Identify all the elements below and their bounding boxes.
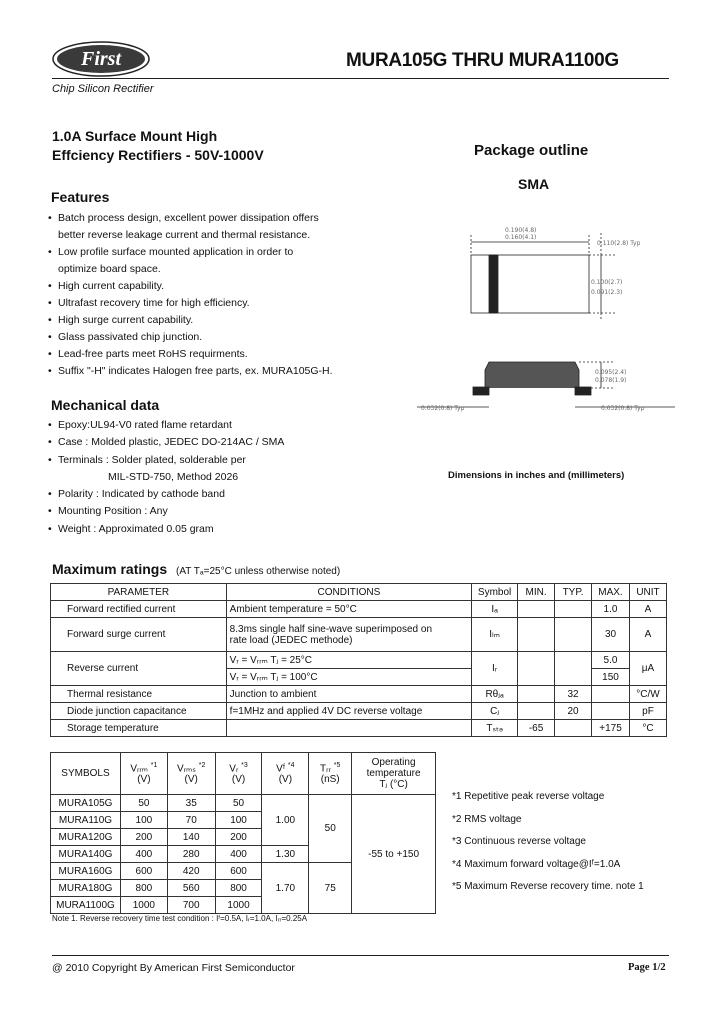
dim-length-max: 0.190(4.8) xyxy=(505,227,537,234)
typ-cell xyxy=(555,652,592,686)
feature-item: • High surge current capability. xyxy=(48,314,194,326)
cathode-band xyxy=(489,255,498,313)
footnotes-list xyxy=(452,786,644,899)
unit-cell: °C/W xyxy=(629,686,666,703)
param-cell: Reverse current xyxy=(51,652,227,686)
footnote-item: *3 Continuous reverse voltage xyxy=(452,836,586,847)
page-number: Page 1/2 xyxy=(628,962,666,973)
features-heading: Features xyxy=(51,189,110,205)
footnote-item: *5 Maximum Reverse recovery time. note 1 xyxy=(452,881,644,892)
trr-cell: 75 xyxy=(309,863,352,914)
max-cell: 30 xyxy=(592,618,630,652)
typ-cell: 32 xyxy=(555,686,592,703)
dim-width-max: 0.100(2.7) xyxy=(591,279,623,286)
max-cell: 150 xyxy=(592,669,630,686)
dim-lead-left: 0.032(0.8) Typ xyxy=(421,405,465,412)
symbols-table xyxy=(50,752,436,914)
min-cell: -65 xyxy=(518,720,555,737)
product-title-line2: Effciency Rectifiers - 50V-1000V xyxy=(52,147,264,163)
mechanical-heading: Mechanical data xyxy=(51,397,160,413)
header-cell: SYMBOLS xyxy=(51,753,121,795)
dim-height-min: 0.078(1.9) xyxy=(595,377,627,384)
vrrm-cell: 1000 xyxy=(120,897,167,914)
max-cell: 1.0 xyxy=(592,601,630,618)
cond-cell: f=1MHz and applied 4V DC reverse voltage xyxy=(226,703,471,720)
table-row xyxy=(51,652,667,669)
package-name: SMA xyxy=(518,176,550,192)
category-subtitle: Chip Silicon Rectifier xyxy=(52,83,154,95)
vrms-cell: 280 xyxy=(167,846,215,863)
header-cell: Vᶠ $^{*4}$ (V) xyxy=(262,753,309,795)
temp-cell: -55 to +150 xyxy=(352,795,436,914)
mech-terminals: • Terminals : Solder plated, solderable per xyxy=(48,453,246,466)
header-cell: MIN. xyxy=(518,584,555,601)
feature-item: • Batch process design, excellent power dissipation offers better reverse leakage current and thermal resistance. xyxy=(48,212,319,241)
header-divider xyxy=(52,78,669,79)
copyright: @ 2010 Copyright By American First Semiconductor xyxy=(52,962,295,974)
vrms-cell: 700 xyxy=(167,897,215,914)
dim-length-min: 0.160(4.1) xyxy=(505,234,537,241)
unit-cell: A xyxy=(629,618,666,652)
cond-cell: Vᵣ = Vᵣᵣₘ Tⱼ = 100°C xyxy=(226,669,471,686)
mech-case: • Case : Molded plastic, JEDEC DO-214AC / SMA xyxy=(48,436,285,449)
symbol-cell: Iₗₘ xyxy=(472,618,518,652)
typ-cell xyxy=(555,618,592,652)
test-condition-note: Note 1. Reverse recovery time test condition : Iᶠ=0.5A, Iᵣ=1.0A, Iᵣᵣ=0.25A xyxy=(52,914,308,923)
cond-cell: Junction to ambient xyxy=(226,686,471,703)
cond-cell: Ambient temperature = 50°C xyxy=(226,601,471,618)
header-cell: Vᵣᵣₘ $^{*1}$ (V) xyxy=(120,753,167,795)
unit-cell: μA xyxy=(629,652,666,686)
typ-cell xyxy=(555,601,592,618)
max-cell xyxy=(592,686,630,703)
package-side-view xyxy=(485,362,579,388)
feature-item: • Suffix "-H" indicates Halogen free parts, ex. MURA105G-H. xyxy=(48,365,333,377)
param-cell: Storage temperature xyxy=(51,720,227,737)
unit-cell: pF xyxy=(629,703,666,720)
vrrm-cell: 600 xyxy=(120,863,167,880)
max-cell: 5.0 xyxy=(592,652,630,669)
min-cell xyxy=(518,703,555,720)
header-cell: UNIT xyxy=(629,584,666,601)
max-ratings-note: (AT Tₐ=25°C unless otherwise noted) xyxy=(176,566,341,577)
symbol-cell: Iₐ xyxy=(472,601,518,618)
trr-cell: 50 xyxy=(309,795,352,863)
part-cell: MURA110G xyxy=(51,812,121,829)
lead-left xyxy=(473,387,489,395)
part-cell: MURA160G xyxy=(51,863,121,880)
table-row xyxy=(51,703,667,720)
min-cell xyxy=(518,618,555,652)
vr-cell: 800 xyxy=(215,880,262,897)
table-row xyxy=(51,795,436,812)
max-ratings-heading: Maximum ratings xyxy=(52,561,168,577)
vrrm-cell: 400 xyxy=(120,846,167,863)
vrms-cell: 420 xyxy=(167,863,215,880)
vr-cell: 50 xyxy=(215,795,262,812)
dim-top-typ: 0.110(2.8) Typ xyxy=(597,240,641,247)
company-logo xyxy=(52,40,150,78)
table-row xyxy=(51,618,667,652)
unit-cell: A xyxy=(629,601,666,618)
unit-cell: °C xyxy=(629,720,666,737)
max-cell: +175 xyxy=(592,720,630,737)
feature-item: • Ultrafast recovery time for high efficiency. xyxy=(48,297,250,309)
vr-cell: 100 xyxy=(215,812,262,829)
mech-weight: • Weight : Approximated 0.05 gram xyxy=(48,522,214,535)
vr-cell: 1000 xyxy=(215,897,262,914)
vf-cell: 1.30 xyxy=(262,846,309,863)
part-cell: MURA140G xyxy=(51,846,121,863)
features-list xyxy=(48,210,333,380)
vf-cell: 1.70 xyxy=(262,863,309,914)
part-cell: MURA105G xyxy=(51,795,121,812)
typ-cell: 20 xyxy=(555,703,592,720)
min-cell xyxy=(518,601,555,618)
product-title-line1: 1.0A Surface Mount High xyxy=(52,128,218,144)
feature-item: • Lead-free parts meet RoHS requirments. xyxy=(48,348,248,360)
part-cell: MURA120G xyxy=(51,829,121,846)
vrms-cell: 70 xyxy=(167,812,215,829)
header-cell: Vᵣₘₛ $^{*2}$ (V) xyxy=(167,753,215,795)
package-outline-title: Package outline xyxy=(474,142,589,159)
vrms-cell: 560 xyxy=(167,880,215,897)
header-cell: Tᵣᵣ $^{*5}$ (nS) xyxy=(309,753,352,795)
part-range-title: MURA105G THRU MURA1100G xyxy=(346,50,619,71)
typ-cell xyxy=(555,720,592,737)
vrrm-cell: 100 xyxy=(120,812,167,829)
header-cell: TYP. xyxy=(555,584,592,601)
symbol-cell: Rθⱼₐ xyxy=(472,686,518,703)
footer-divider xyxy=(52,955,669,956)
footnote-item: *1 Repetitive peak reverse voltage xyxy=(452,791,605,802)
param-cell: Thermal resistance xyxy=(51,686,227,703)
dim-height-max: 0.095(2.4) xyxy=(595,369,627,376)
part-cell: MURA1100G xyxy=(51,897,121,914)
param-cell: Forward rectified current xyxy=(51,601,227,618)
param-cell: Diode junction capacitance xyxy=(51,703,227,720)
cond-cell: Vᵣ = Vᵣᵣₘ Tⱼ = 25°C xyxy=(226,652,471,669)
header-cell: Symbol xyxy=(472,584,518,601)
table-row xyxy=(51,720,667,737)
header-cell: CONDITIONS xyxy=(226,584,471,601)
mechanical-list xyxy=(48,417,284,538)
table-header-row xyxy=(51,584,667,601)
symbol-cell: Iᵣ xyxy=(472,652,518,686)
vrms-cell: 140 xyxy=(167,829,215,846)
min-cell xyxy=(518,686,555,703)
min-cell xyxy=(518,652,555,686)
feature-item: • Low profile surface mounted application in order to optimize board space. xyxy=(48,246,294,275)
vrrm-cell: 800 xyxy=(120,880,167,897)
vf-cell: 1.00 xyxy=(262,795,309,846)
param-cell: Forward surge current xyxy=(51,618,227,652)
feature-item: • High current capability. xyxy=(48,280,165,292)
table-row xyxy=(51,686,667,703)
vr-cell: 600 xyxy=(215,863,262,880)
logo-text: First xyxy=(80,48,122,70)
dim-lead-right: 0.032(0.8) Typ xyxy=(601,405,645,412)
symbol-cell: Cⱼ xyxy=(472,703,518,720)
header-cell: PARAMETER xyxy=(51,584,227,601)
dimensions-caption: Dimensions in inches and (millimeters) xyxy=(448,470,625,481)
header-cell: Vᵣ $^{*3}$ (V) xyxy=(215,753,262,795)
vr-cell: 400 xyxy=(215,846,262,863)
cond-cell: 8.3ms single half sine-wave superimposed on rate load (JEDEC methode) xyxy=(226,618,471,652)
package-diagram xyxy=(405,225,685,425)
dim-width-min: 0.091(2.3) xyxy=(591,289,623,296)
symbol-cell: Tₛₜₔ xyxy=(472,720,518,737)
mech-terminals-cont: MIL-STD-750, Method 2026 xyxy=(108,470,239,483)
header-cell: Operating temperature Tⱼ (°C) xyxy=(352,753,436,795)
ratings-table xyxy=(50,583,667,737)
mech-polarity: • Polarity : Indicated by cathode band xyxy=(48,488,225,501)
part-cell: MURA180G xyxy=(51,880,121,897)
table-row xyxy=(51,601,667,618)
mech-mounting: • Mounting Position : Any xyxy=(48,505,168,518)
vrrm-cell: 200 xyxy=(120,829,167,846)
footnote-item: *4 Maximum forward voltage@Iᶠ=1.0A xyxy=(452,858,621,870)
feature-item: • Glass passivated chip junction. xyxy=(48,331,203,343)
footnote-item: *2 RMS voltage xyxy=(452,813,522,825)
vr-cell: 200 xyxy=(215,829,262,846)
header-cell: MAX. xyxy=(592,584,630,601)
vrms-cell: 35 xyxy=(167,795,215,812)
cond-cell xyxy=(226,720,471,737)
table-header-row xyxy=(51,753,436,795)
mech-epoxy: • Epoxy:UL94-V0 rated flame retardant xyxy=(48,419,232,431)
vrrm-cell: 50 xyxy=(120,795,167,812)
max-cell xyxy=(592,703,630,720)
